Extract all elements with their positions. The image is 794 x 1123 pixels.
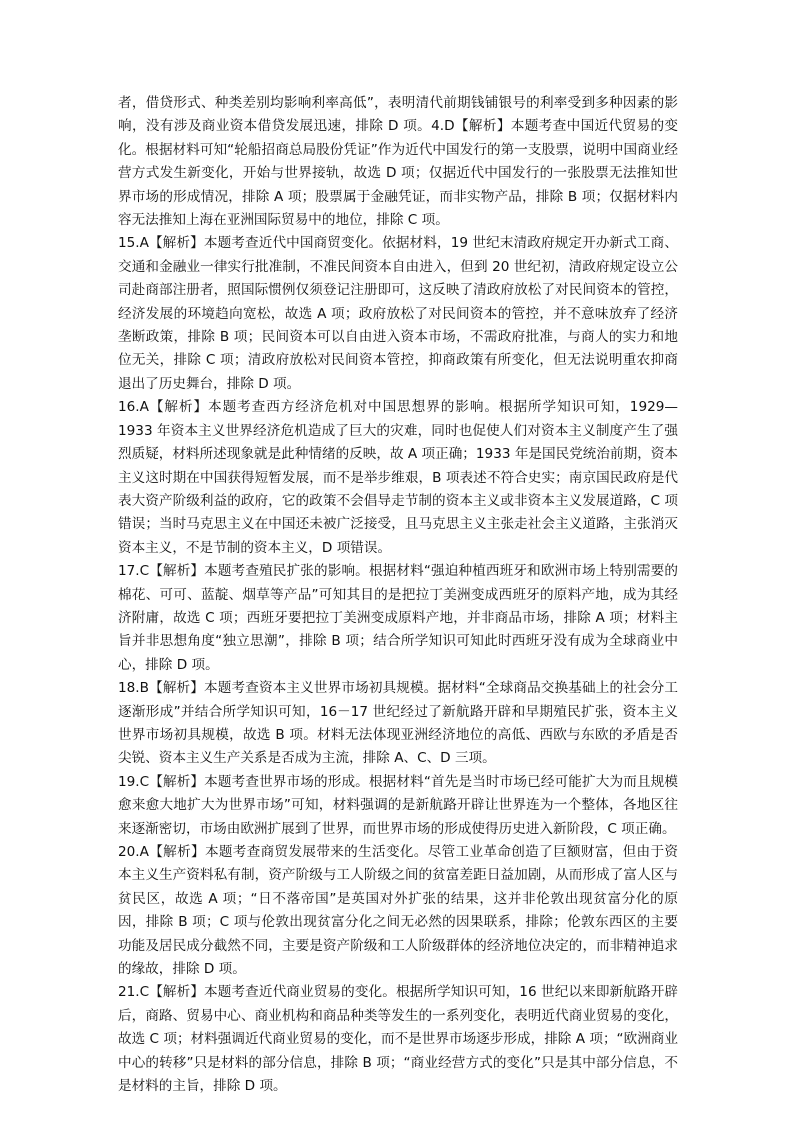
paragraph-q14-continued: 者，借贷形式、种类差别均影响利率高低”，表明清代前期钱铺银号的利率受到多种因素的影响，没有涉及商业资本借贷发展迅速，排除 D 项。4.D【解析】本题考查中国近代贸易的变化。根据材料可知“轮船招商总局股份凭证”作为近代中国发行的第一支股票，说明中国商业经营方式发生新变化，开始与世界接轨，故选 D 项；仅据近代中国发行的一张股票无法推知世界市场的形成情况，排除 A 项；股票属于金融凭证，而非实物产品，排除 B 项；仅据材料内容无法推知上海在亚洲国际贸易中的地位，排除 C 项。 xyxy=(118,95,678,229)
paragraph-q18: 18.B【解析】本题考查资本主义世界市场初具规模。据材料“全球商品交换基础上的社会分工逐渐形成”并结合所学知识可知，16－17 世纪经过了新航路开辟和早期殖民扩张，资本主义世界市场初具规模，故选 B 项。材料无法体现亚洲经济地位的高低、西欧与东欧的矛盾是否尖锐、资本主义生产关系是否成为主流，排除 A、C、D 三项。 xyxy=(118,680,678,767)
paragraph-q19: 19.C【解析】本题考查世界市场的形成。根据材料“首先是当时市场已经可能扩大为而且规模愈来愈大地扩大为世界市场”可知，材料强调的是新航路开辟让世界连为一个整体，各地区往来逐渐密切，市场由欧洲扩展到了世界，而世界市场的形成使得历史进入新阶段，C 项正确。 xyxy=(118,773,678,837)
paragraph-q20: 20.A【解析】本题考查商贸发展带来的生活变化。尽管工业革命创造了巨额财富，但由于资本主义生产资料私有制，资产阶级与工人阶级之间的贫富差距日益加剧，从而形成了富人区与贫民区，故选 A 项；“日不落帝国”是英国对外扩张的结果，这并非伦敦出现贫富分化的原因，排除 B 项；C 项与伦敦出现贫富分化之间无必然的因果联系，排除；伦敦东西区的主要功能及居民成分截然不同，主要是资产阶级和工人阶级群体的经济地位决定的，而非精神追求的缘故，排除 D 项。 xyxy=(118,844,678,978)
paragraph-q15: 15.A【解析】本题考查近代中国商贸变化。依据材料，19 世纪末清政府规定开办新式工商、交通和金融业一律实行批准制，不准民间资本自由进入，但到 20 世纪初，清政府规定设立公司赴商部注册者，照国际惯例仅须登记注册即可，这反映了清政府放松了对民间资本的管控，经济发展的环境趋向宽松，故选 A 项；政府放松了对民间资本的管控，并不意味放弃了经济垄断政策，排除 B 项；民间资本可以自由进入资本市场，不需政府批准，与商人的实力和地位无关，排除 C 项；清政府放松对民间资本管控，抑商政策有所变化，但无法说明重农抑商退出了历史舞台，排除 D 项。 xyxy=(118,235,678,392)
answer-explanation-page xyxy=(118,92,678,1098)
paragraph-q21: 21.C【解析】本题考查近代商业贸易的变化。根据所学知识可知，16 世纪以来即新航路开辟后，商路、贸易中心、商业机构和商品种类等发生的一系列变化，表明近代商业贸易的变化，故选 C 项；材料强调近代商业贸易的变化，而不是世界市场逐步形成，排除 A 项；“欧洲商业中心的转移”只是材料的部分信息，排除 B 项；“商业经营方式的变化”只是其中部分信息，不是材料的主旨，排除 D 项。 xyxy=(118,984,678,1095)
paragraph-q17: 17.C【解析】本题考查殖民扩张的影响。根据材料“强迫种植西班牙和欧洲市场上特别需要的棉花、可可、蓝靛、烟草等产品”可知其目的是把拉丁美洲变成西班牙的原料产地，成为其经济附庸，故选 C 项；西班牙要把拉丁美洲变成原料产地，并非商品市场，排除 A 项；材料主旨并非思想角度“独立思潮”，排除 B 项；结合所学知识可知此时西班牙没有成为全球商业中心，排除 D 项。 xyxy=(118,563,678,673)
paragraph-q16: 16.A【解析】本题考查西方经济危机对中国思想界的影响。根据所学知识可知，1929—1933 年资本主义世界经济危机造成了巨大的灾难，同时也促使人们对资本主义制度产生了强烈质疑，材料所述现象就是此种情绪的反映，故 A 项正确；1933 年是国民党统治前期，资本主义这时期在中国获得短暂发展，而不是举步维艰，B 项表述不符合史实；南京国民政府是代表大资产阶级利益的政府，它的政策不会倡导走节制的资本主义或非资本主义发展道路，C 项错误；当时马克思主义在中国还未被广泛接受，且马克思主义主张走社会主义道路，主张消灭资本主义，不是节制的资本主义，D 项错误。 xyxy=(118,399,678,556)
